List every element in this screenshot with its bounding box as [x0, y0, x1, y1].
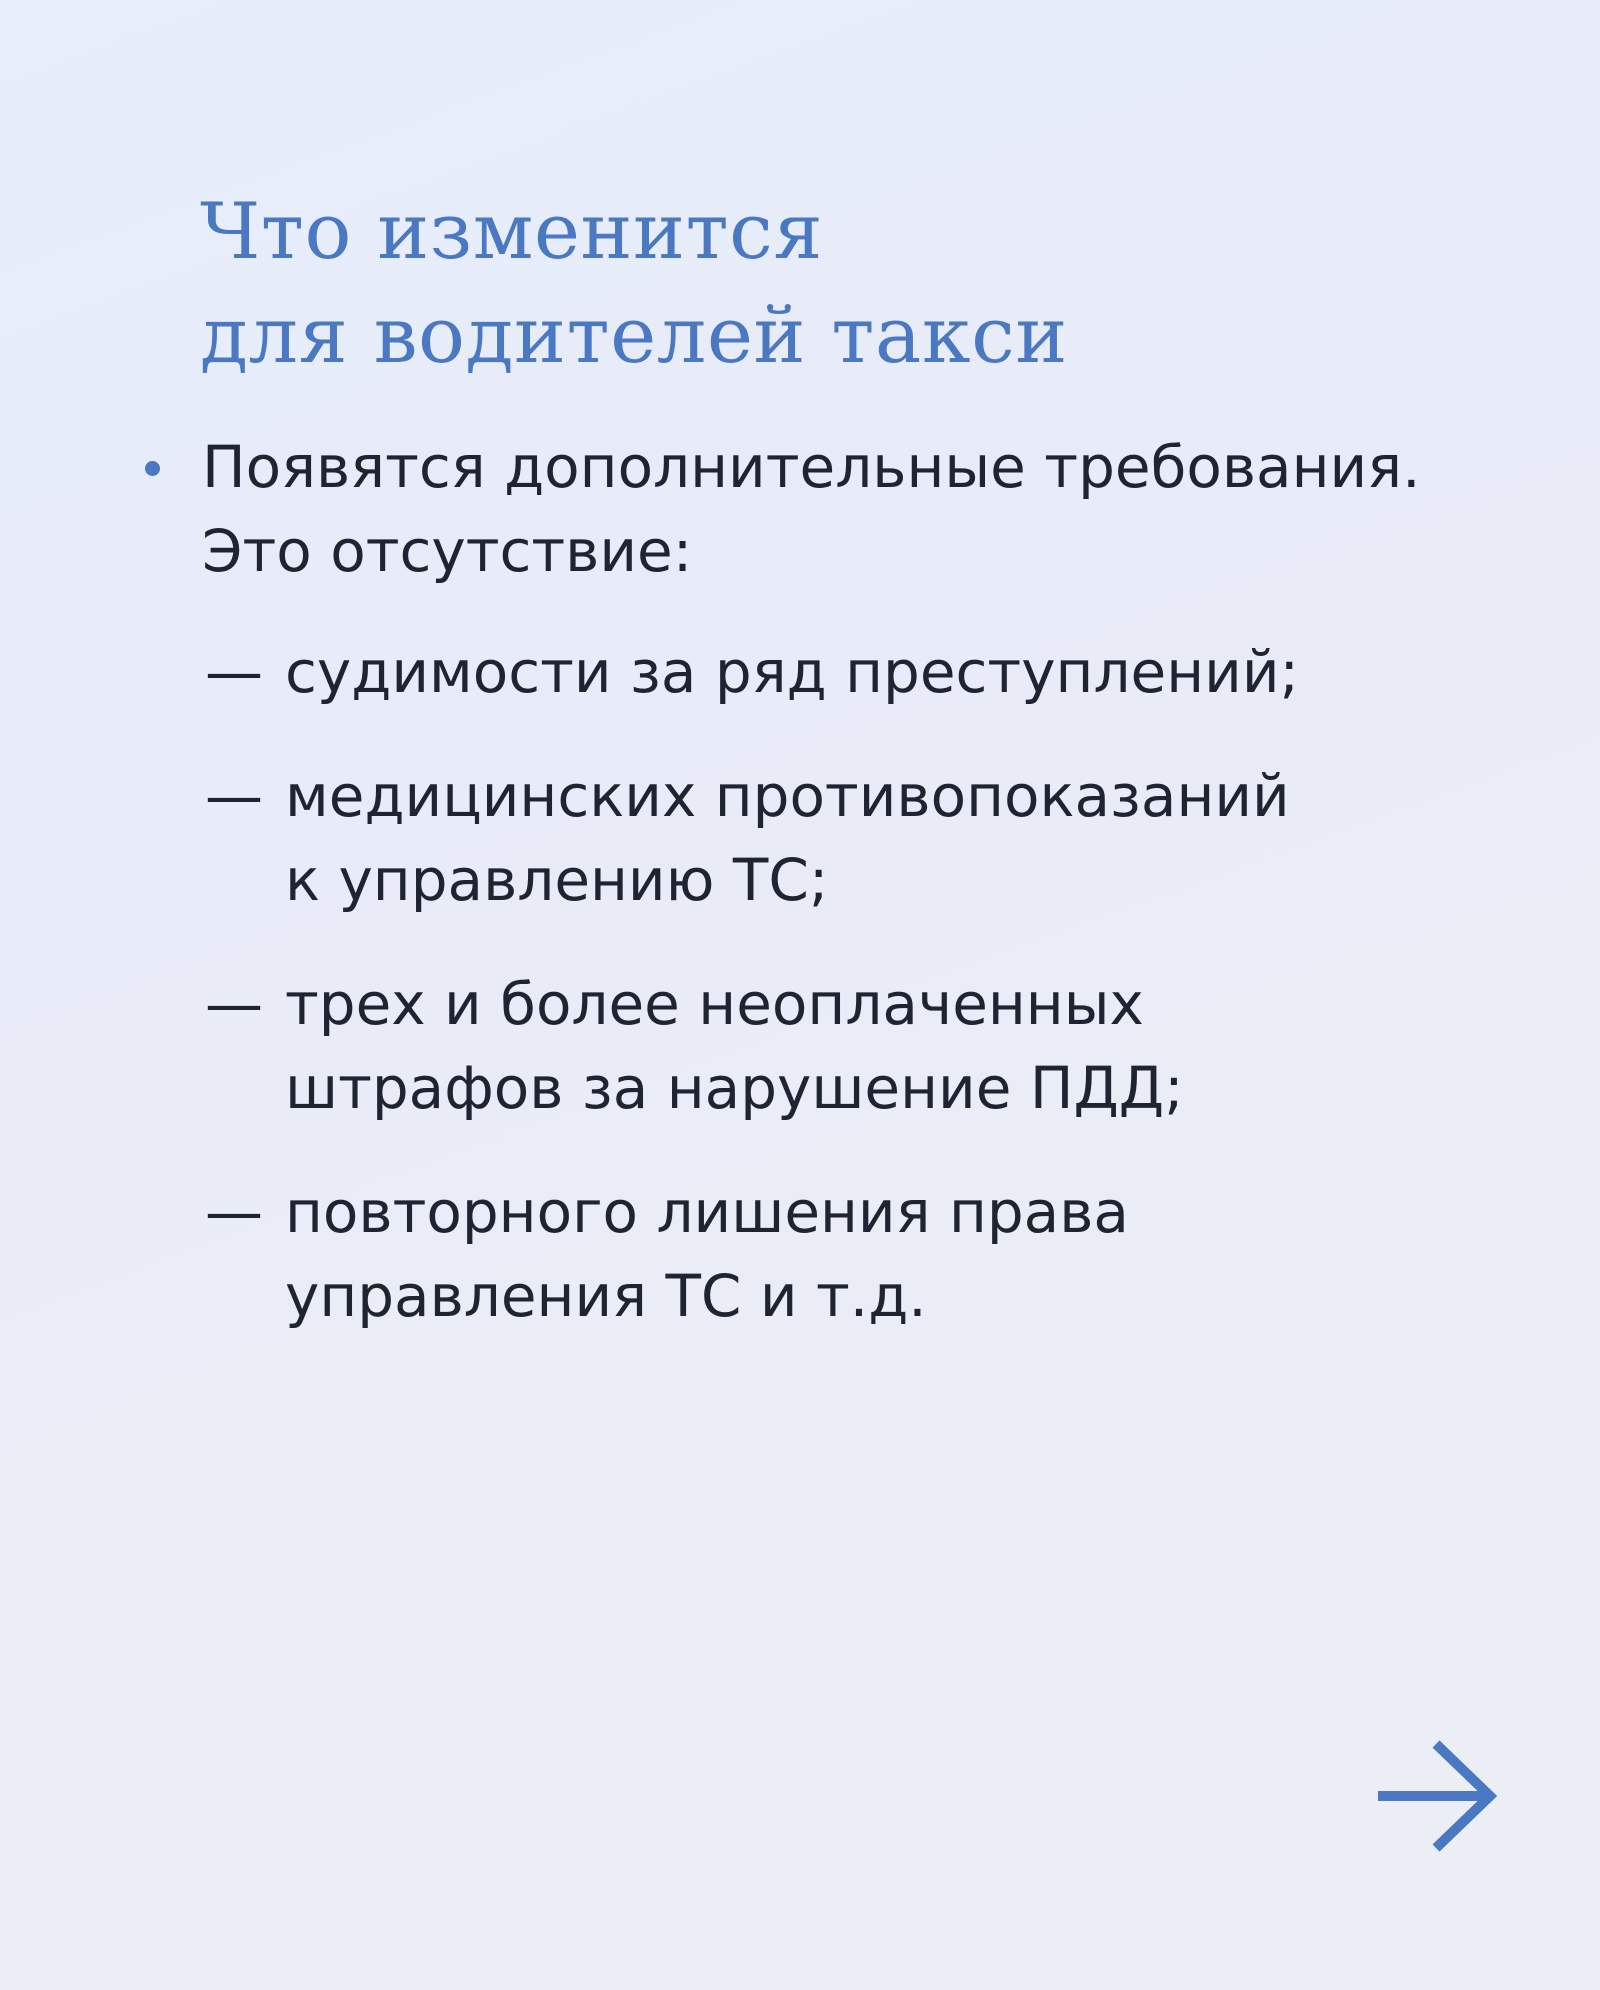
title-line-1: Что изменится	[200, 187, 824, 277]
dash-marker: —	[205, 1178, 263, 1246]
requirement-line: медицинских противопоказаний	[285, 762, 1290, 830]
requirement-line: трех и более неоплаченных	[285, 970, 1144, 1038]
list-item	[205, 630, 1299, 714]
intro-bullet	[145, 425, 1421, 593]
list-item	[205, 1170, 1299, 1338]
requirements-list	[205, 630, 1299, 1378]
requirement-line: штрафов за нарушение ПДД;	[285, 1054, 1184, 1122]
title-line-2: для водителей такси	[200, 291, 1068, 381]
list-item	[205, 754, 1299, 922]
next-slide-button[interactable]	[1372, 1738, 1502, 1854]
requirement-text	[285, 754, 1290, 922]
requirement-text	[285, 630, 1299, 714]
dash-marker: —	[205, 638, 263, 706]
bullet-dot-icon	[145, 461, 160, 476]
requirement-line: к управлению ТС;	[285, 846, 829, 914]
intro-line-2: Это отсутствие:	[202, 517, 693, 585]
intro-line-1: Появятся дополнительные требования.	[202, 433, 1421, 501]
requirement-line: повторного лишения права	[285, 1178, 1129, 1246]
requirement-text	[285, 1170, 1129, 1338]
intro-text	[202, 425, 1421, 593]
list-item	[205, 962, 1299, 1130]
dash-marker: —	[205, 762, 263, 830]
dash-marker: —	[205, 970, 263, 1038]
requirement-line: судимости за ряд преступлений;	[285, 638, 1300, 706]
requirement-line: управления ТС и т.д.	[285, 1262, 927, 1330]
arrow-right-icon	[1372, 1738, 1502, 1854]
requirement-text	[285, 962, 1184, 1130]
slide-title	[200, 180, 1068, 388]
